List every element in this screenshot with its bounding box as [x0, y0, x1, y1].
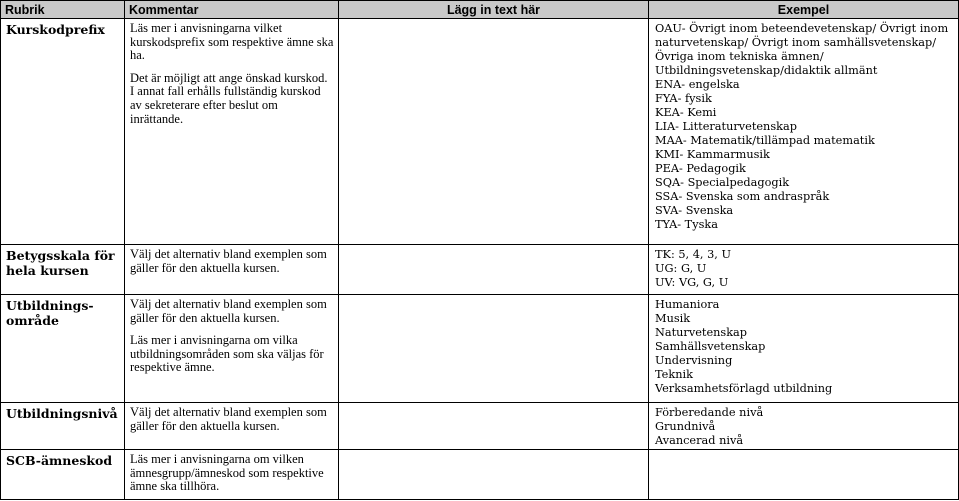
- exempel-line: Humaniora: [655, 298, 720, 311]
- row-betygsskala: [1, 245, 959, 295]
- rubrik-label: Betygsskala för: [6, 248, 115, 263]
- input-cell-scb-amneskod[interactable]: [339, 450, 649, 500]
- exempel-line: Teknik: [655, 368, 693, 381]
- rubrik-cell: [1, 403, 125, 450]
- rubrik-cell: [1, 245, 125, 295]
- rubrik-label: Utbildningsnivå: [6, 406, 118, 421]
- header-kommentar: Kommentar: [125, 1, 339, 19]
- rubrik-label: SCB-ämneskod: [6, 453, 113, 468]
- kommentar-cell: [125, 295, 339, 403]
- rubrik-label: Kurskodprefix: [6, 22, 105, 37]
- exempel-line: TK: 5, 4, 3, U: [655, 248, 732, 261]
- header-row: [1, 1, 959, 19]
- exempel-line: PEA- Pedagogik: [655, 162, 746, 175]
- exempel-line: Samhällsvetenskap: [655, 340, 766, 353]
- header-exempel: Exempel: [649, 1, 959, 19]
- exempel-line: Verksamhetsförlagd utbildning: [655, 382, 833, 395]
- exempel-line: Förberedande nivå: [655, 406, 764, 419]
- kommentar-text: Det är möjligt att ange önskad kurskod. I annat fall erhålls fullständig kurskod av sekreterare efter beslut om inrättande.: [130, 70, 328, 126]
- rubrik-cell: [1, 450, 125, 500]
- input-cell-betygsskala[interactable]: [339, 245, 649, 295]
- exempel-line: MAA- Matematik/tillämpad matematik: [655, 134, 875, 147]
- exempel-line: FYA- fysik: [655, 92, 712, 105]
- exempel-line: Övriga inom tekniska ämnen/: [655, 50, 824, 63]
- row-scb-amneskod: [1, 450, 959, 500]
- exempel-line: Musik: [655, 312, 691, 325]
- exempel-line: UV: VG, G, U: [655, 276, 729, 289]
- kommentar-text: Välj det alternativ bland exemplen som gäller för den aktuella kursen.: [130, 297, 327, 325]
- input-cell-utbildningsomrade[interactable]: [339, 295, 649, 403]
- exempel-line: SQA- Specialpedagogik: [655, 176, 790, 189]
- exempel-line: Naturvetenskap: [655, 326, 748, 339]
- exempel-cell: [649, 450, 959, 500]
- rubrik-label: hela kursen: [6, 263, 89, 278]
- exempel-cell: [649, 403, 959, 450]
- exempel-line: Avancerad nivå: [655, 434, 744, 447]
- exempel-line: naturvetenskap/ Övrigt inom samhällsvetenskap/: [655, 36, 937, 49]
- row-utbildningsomrade: [1, 295, 959, 403]
- exempel-line: TYA- Tyska: [655, 218, 718, 231]
- exempel-line: KMI- Kammarmusik: [655, 148, 770, 161]
- exempel-cell: [649, 19, 959, 245]
- exempel-line: Utbildningsvetenskap/didaktik allmänt: [655, 64, 878, 77]
- rubrik-label: område: [6, 313, 59, 328]
- rubrik-cell: [1, 295, 125, 403]
- kommentar-text: Läs mer i anvisningarna om vilken ämnesgrupp/ämneskod som respektive ämne ska tillhöra.: [130, 452, 324, 494]
- exempel-line: Grundnivå: [655, 420, 716, 433]
- exempel-line: SVA- Svenska: [655, 204, 734, 217]
- rubrik-label: Utbildnings-: [6, 298, 94, 313]
- header-rubrik: Rubrik: [1, 1, 125, 19]
- exempel-line: UG: G, U: [655, 262, 707, 275]
- exempel-cell: [649, 295, 959, 403]
- kommentar-text: Läs mer i anvisningarna om vilka utbildningsområden som ska väljas för respektive ämne.: [130, 333, 324, 375]
- exempel-line: SSA- Svenska som andraspråk: [655, 190, 830, 203]
- kommentar-cell: [125, 19, 339, 245]
- row-kurskodprefix: [1, 19, 959, 245]
- exempel-cell: [649, 245, 959, 295]
- kommentar-cell: [125, 245, 339, 295]
- exempel-line: Undervisning: [655, 354, 733, 367]
- rubrik-cell: [1, 19, 125, 245]
- exempel-line: OAU- Övrigt inom beteendevetenskap/ Övrigt inom: [655, 22, 949, 35]
- kommentar-cell: [125, 403, 339, 450]
- exempel-line: LIA- Litteraturvetenskap: [655, 120, 797, 133]
- input-cell-kurskodprefix[interactable]: [339, 19, 649, 245]
- exempel-line: ENA- engelska: [655, 78, 740, 91]
- exempel-line: KEA- Kemi: [655, 106, 717, 119]
- row-utbildningsniva: [1, 403, 959, 450]
- kommentar-text: Läs mer i anvisningarna vilket kurskodsprefix som respektive ämne ska ha.: [130, 21, 334, 63]
- kommentar-text: Välj det alternativ bland exemplen som gäller för den aktuella kursen.: [130, 247, 327, 275]
- header-lagg-in-text: Lägg in text här: [339, 1, 649, 19]
- input-cell-utbildningsniva[interactable]: [339, 403, 649, 450]
- kommentar-text: Välj det alternativ bland exemplen som gäller för den aktuella kursen.: [130, 405, 327, 433]
- kommentar-cell: [125, 450, 339, 500]
